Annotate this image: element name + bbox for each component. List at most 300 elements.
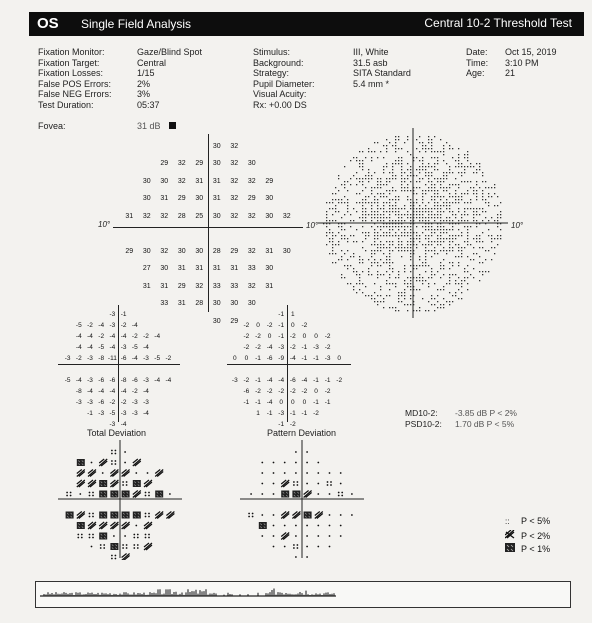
total-deviation-value: -2 bbox=[75, 355, 82, 362]
threshold-value: 30 bbox=[195, 247, 204, 255]
grayscale-dot bbox=[425, 256, 426, 257]
grayscale-dot bbox=[473, 208, 474, 209]
total-deviation-value: -2 bbox=[98, 333, 105, 340]
grayscale-dot bbox=[401, 172, 402, 173]
grayscale-dot bbox=[380, 181, 381, 182]
grayscale-dot bbox=[392, 283, 393, 284]
grayscale-dot bbox=[377, 220, 378, 221]
grayscale-dot bbox=[395, 205, 396, 206]
grayscale-dot bbox=[437, 151, 438, 152]
grayscale-dot bbox=[392, 175, 393, 176]
grayscale-dot bbox=[455, 166, 456, 167]
grayscale-dot bbox=[332, 247, 333, 248]
grayscale-dot bbox=[353, 208, 354, 209]
grayscale-dot bbox=[374, 298, 375, 299]
total-deviation-value: -4 bbox=[87, 333, 93, 340]
grayscale-dot bbox=[449, 172, 450, 173]
grayscale-dot bbox=[362, 166, 363, 167]
grayscale-dot bbox=[497, 226, 498, 227]
grayscale-dot bbox=[443, 202, 444, 203]
grayscale-dot bbox=[443, 190, 444, 191]
grayscale-dot bbox=[425, 208, 426, 209]
threshold-horizontal-axis bbox=[113, 227, 303, 228]
p2-symbol-icon bbox=[505, 530, 521, 541]
total-deviation-value: -8 bbox=[120, 377, 127, 384]
grayscale-dot bbox=[374, 250, 375, 251]
grayscale-dot bbox=[410, 199, 411, 200]
grayscale-dot bbox=[395, 196, 396, 197]
normal-symbol bbox=[261, 535, 263, 537]
grayscale-dot bbox=[380, 301, 381, 302]
grayscale-dot bbox=[449, 277, 450, 278]
grayscale-dot bbox=[440, 238, 441, 239]
pattern-deviation-value: -2 bbox=[266, 388, 273, 395]
grayscale-dot bbox=[437, 163, 438, 164]
grayscale-dot bbox=[473, 190, 474, 191]
date-value: Oct 15, 2019 bbox=[505, 47, 557, 57]
total-deviation-value: -6 bbox=[120, 355, 127, 362]
grayscale-dot bbox=[488, 235, 489, 236]
grayscale-dot bbox=[425, 265, 426, 266]
grayscale-dot bbox=[458, 187, 459, 188]
grayscale-dot bbox=[452, 274, 453, 275]
grayscale-dot bbox=[398, 220, 399, 221]
threshold-value: 29 bbox=[177, 282, 186, 290]
grayscale-dot bbox=[452, 301, 453, 302]
threshold-value: 32 bbox=[177, 160, 186, 167]
grayscale-dot bbox=[347, 268, 348, 269]
grayscale-dot bbox=[443, 205, 444, 206]
grayscale-dot bbox=[416, 277, 417, 278]
normal-symbol bbox=[295, 451, 297, 453]
grayscale-dot bbox=[401, 250, 402, 251]
normal-symbol bbox=[317, 525, 319, 527]
grayscale-right-degree: 10° bbox=[511, 221, 524, 230]
grayscale-dot bbox=[410, 238, 411, 239]
grayscale-dot bbox=[368, 172, 369, 173]
grayscale-dot bbox=[482, 271, 483, 272]
grayscale-dot bbox=[410, 295, 411, 296]
p1-symbol bbox=[110, 543, 118, 550]
grayscale-dot bbox=[446, 172, 447, 173]
grayscale-dot bbox=[416, 238, 417, 239]
grayscale-dot bbox=[338, 202, 339, 203]
grayscale-dot bbox=[371, 187, 372, 188]
grayscale-dot bbox=[389, 265, 390, 266]
grayscale-dot bbox=[326, 235, 327, 236]
grayscale-dot bbox=[458, 247, 459, 248]
grayscale-dot bbox=[419, 181, 420, 182]
p2-symbol bbox=[110, 470, 118, 477]
grayscale-dot bbox=[380, 184, 381, 185]
grayscale-dot bbox=[446, 253, 447, 254]
grayscale-dot bbox=[368, 274, 369, 275]
normal-symbol bbox=[91, 462, 93, 464]
grayscale-dot bbox=[389, 241, 390, 242]
grayscale-dot bbox=[380, 193, 381, 194]
gaze-tracker-strip bbox=[35, 581, 571, 608]
grayscale-dot bbox=[422, 277, 423, 278]
grayscale-dot bbox=[431, 175, 432, 176]
grayscale-dot bbox=[455, 196, 456, 197]
grayscale-dot bbox=[458, 265, 459, 266]
grayscale-dot bbox=[365, 250, 366, 251]
grayscale-dot bbox=[374, 292, 375, 293]
grayscale-dot bbox=[398, 244, 399, 245]
total-deviation-value: -3 bbox=[109, 311, 116, 318]
grayscale-dot bbox=[434, 187, 435, 188]
grayscale-dot bbox=[416, 208, 417, 209]
grayscale-dot bbox=[425, 250, 426, 251]
grayscale-dot bbox=[371, 265, 372, 266]
threshold-value: 30 bbox=[265, 265, 274, 272]
grayscale-dot bbox=[467, 220, 468, 221]
grayscale-dot bbox=[458, 157, 459, 158]
grayscale-dot bbox=[434, 151, 435, 152]
grayscale-dot bbox=[419, 241, 420, 242]
grayscale-dot bbox=[431, 172, 432, 173]
grayscale-dot bbox=[497, 196, 498, 197]
grayscale-dot bbox=[482, 190, 483, 191]
grayscale-dot bbox=[365, 208, 366, 209]
pupil-diameter-value: 5.4 mm * bbox=[353, 78, 390, 89]
grayscale-dot bbox=[398, 301, 399, 302]
grayscale-dot bbox=[359, 262, 360, 263]
grayscale-dot bbox=[479, 166, 480, 167]
grayscale-dot bbox=[401, 169, 402, 170]
grayscale-dot bbox=[437, 295, 438, 296]
grayscale-dot bbox=[401, 226, 402, 227]
normal-symbol bbox=[79, 493, 81, 495]
grayscale-dot bbox=[497, 214, 498, 215]
grayscale-dot bbox=[404, 229, 405, 230]
grayscale-dot bbox=[467, 157, 468, 158]
grayscale-dot bbox=[404, 190, 405, 191]
p1-symbol bbox=[66, 512, 74, 519]
grayscale-dot bbox=[392, 262, 393, 263]
pattern-deviation-value: 0 bbox=[302, 333, 307, 340]
grayscale-dot bbox=[455, 244, 456, 245]
grayscale-dot bbox=[395, 136, 396, 137]
grayscale-dot bbox=[470, 166, 471, 167]
grayscale-dot bbox=[443, 232, 444, 233]
grayscale-dot bbox=[458, 277, 459, 278]
pattern-deviation-value: 1 bbox=[290, 311, 295, 318]
grayscale-dot bbox=[428, 265, 429, 266]
total-deviation-value: -2 bbox=[143, 333, 149, 340]
grayscale-dot bbox=[431, 232, 432, 233]
grayscale-dot bbox=[452, 250, 453, 251]
threshold-value: 33 bbox=[230, 282, 239, 290]
grayscale-dot bbox=[398, 163, 399, 164]
normal-symbol bbox=[250, 493, 252, 495]
grayscale-dot bbox=[395, 139, 396, 140]
grayscale-dot bbox=[431, 166, 432, 167]
grayscale-dot bbox=[335, 262, 336, 263]
grayscale-dot bbox=[479, 241, 480, 242]
normal-symbol bbox=[295, 525, 297, 527]
grayscale-dot bbox=[431, 277, 432, 278]
grayscale-dot bbox=[479, 262, 480, 263]
grayscale-dot bbox=[410, 250, 411, 251]
threshold-value: 30 bbox=[265, 195, 274, 202]
total-deviation-value: -4 bbox=[98, 322, 105, 329]
grayscale-dot bbox=[485, 187, 486, 188]
grayscale-dot bbox=[335, 235, 336, 236]
grayscale-dot bbox=[359, 163, 360, 164]
grayscale-dot bbox=[431, 139, 432, 140]
grayscale-dot bbox=[419, 280, 420, 281]
grayscale-dot bbox=[437, 169, 438, 170]
grayscale-dot bbox=[479, 169, 480, 170]
grayscale-dot bbox=[449, 208, 450, 209]
normal-symbol bbox=[306, 451, 308, 453]
pattern-deviation-value: -2 bbox=[243, 333, 250, 340]
grayscale-dot bbox=[377, 265, 378, 266]
normal-symbol bbox=[329, 535, 331, 537]
grayscale-dot bbox=[407, 151, 408, 152]
grayscale-dot bbox=[452, 214, 453, 215]
grayscale-dot bbox=[467, 229, 468, 230]
grayscale-dot bbox=[428, 166, 429, 167]
grayscale-dot bbox=[359, 166, 360, 167]
grayscale-dot bbox=[386, 241, 387, 242]
grayscale-dot bbox=[401, 181, 402, 182]
grayscale-dot bbox=[383, 253, 384, 254]
grayscale-dot bbox=[479, 187, 480, 188]
grayscale-dot bbox=[440, 226, 441, 227]
grayscale-dot bbox=[356, 241, 357, 242]
grayscale-dot bbox=[419, 259, 420, 260]
grayscale-dot bbox=[470, 274, 471, 275]
grayscale-dot bbox=[407, 250, 408, 251]
grayscale-dot bbox=[476, 163, 477, 164]
gaze-tracker-trace bbox=[36, 582, 570, 607]
grayscale-dot bbox=[422, 214, 423, 215]
grayscale-dot bbox=[437, 241, 438, 242]
grayscale-dot bbox=[497, 238, 498, 239]
grayscale-dot bbox=[467, 256, 468, 257]
p5-symbol bbox=[122, 544, 127, 549]
p2-symbol bbox=[122, 470, 130, 477]
grayscale-dot bbox=[416, 280, 417, 281]
grayscale-dot bbox=[428, 136, 429, 137]
normal-symbol bbox=[317, 472, 319, 474]
grayscale-dot bbox=[377, 184, 378, 185]
grayscale-dot bbox=[479, 247, 480, 248]
normal-symbol bbox=[306, 535, 308, 537]
grayscale-dot bbox=[356, 157, 357, 158]
grayscale-dot bbox=[476, 184, 477, 185]
grayscale-dot bbox=[416, 268, 417, 269]
grayscale-dot bbox=[425, 262, 426, 263]
grayscale-dot bbox=[422, 220, 423, 221]
grayscale-dot bbox=[398, 271, 399, 272]
grayscale-dot bbox=[449, 187, 450, 188]
grayscale-dot bbox=[458, 166, 459, 167]
stimulus-values bbox=[353, 47, 411, 89]
normal-symbol bbox=[284, 462, 286, 464]
reliability-labels bbox=[38, 47, 112, 110]
grayscale-dot bbox=[353, 253, 354, 254]
normal-symbol bbox=[273, 493, 275, 495]
grayscale-dot bbox=[434, 202, 435, 203]
grayscale-dot bbox=[452, 184, 453, 185]
grayscale-dot bbox=[347, 250, 348, 251]
grayscale-dot bbox=[434, 274, 435, 275]
grayscale-dot bbox=[470, 187, 471, 188]
p2-symbol bbox=[281, 512, 289, 519]
grayscale-dot bbox=[401, 178, 402, 179]
grayscale-dot bbox=[473, 172, 474, 173]
grayscale-dot bbox=[392, 208, 393, 209]
grayscale-dot bbox=[461, 166, 462, 167]
pattern-deviation-value: -4 bbox=[266, 377, 273, 384]
grayscale-dot bbox=[440, 214, 441, 215]
grayscale-dot bbox=[482, 175, 483, 176]
grayscale-dot bbox=[479, 271, 480, 272]
normal-symbol bbox=[273, 546, 275, 548]
pattern-deviation-value: -2 bbox=[324, 344, 331, 351]
threshold-value: 31 bbox=[265, 282, 274, 290]
threshold-value: 30 bbox=[247, 160, 256, 167]
threshold-value: 32 bbox=[177, 177, 186, 185]
grayscale-dot bbox=[416, 265, 417, 266]
grayscale-dot bbox=[461, 286, 462, 287]
grayscale-dot bbox=[335, 220, 336, 221]
grayscale-dot bbox=[374, 283, 375, 284]
grayscale-dot bbox=[398, 238, 399, 239]
grayscale-dot bbox=[407, 217, 408, 218]
grayscale-dot bbox=[401, 148, 402, 149]
grayscale-dot bbox=[404, 304, 405, 305]
grayscale-dot bbox=[428, 250, 429, 251]
grayscale-dot bbox=[353, 286, 354, 287]
grayscale-dot bbox=[335, 253, 336, 254]
grayscale-dot bbox=[380, 274, 381, 275]
grayscale-dot bbox=[332, 202, 333, 203]
age-label: Age: bbox=[466, 68, 485, 78]
grayscale-dot bbox=[347, 208, 348, 209]
legend-p2: P < 2% bbox=[505, 530, 550, 541]
grayscale-dot bbox=[422, 190, 423, 191]
grayscale-dot bbox=[395, 220, 396, 221]
grayscale-dot bbox=[440, 235, 441, 236]
grayscale-dot bbox=[353, 289, 354, 290]
grayscale-dot bbox=[338, 178, 339, 179]
pattern-deviation-value: -1 bbox=[255, 399, 261, 406]
grayscale-dot bbox=[410, 205, 411, 206]
pattern-deviation-value: -2 bbox=[255, 388, 261, 395]
total-deviation-value: -2 bbox=[131, 333, 138, 340]
pattern-deviation-value: -2 bbox=[301, 388, 308, 395]
time-value: 3:10 PM bbox=[505, 57, 539, 68]
grayscale-dot bbox=[443, 148, 444, 149]
grayscale-dot bbox=[362, 211, 363, 212]
grayscale-dot bbox=[452, 238, 453, 239]
grayscale-dot bbox=[359, 256, 360, 257]
grayscale-dot bbox=[395, 211, 396, 212]
grayscale-dot bbox=[431, 208, 432, 209]
grayscale-dot bbox=[419, 265, 420, 266]
grayscale-dot bbox=[392, 190, 393, 191]
grayscale-dot bbox=[440, 232, 441, 233]
grayscale-dot bbox=[362, 247, 363, 248]
grayscale-dot bbox=[341, 235, 342, 236]
grayscale-dot bbox=[368, 214, 369, 215]
grayscale-dot bbox=[461, 235, 462, 236]
grayscale-dot bbox=[434, 157, 435, 158]
threshold-value: 29 bbox=[247, 195, 256, 202]
grayscale-dot bbox=[425, 247, 426, 248]
grayscale-dot bbox=[464, 214, 465, 215]
grayscale-dot bbox=[431, 250, 432, 251]
threshold-value: 30 bbox=[282, 247, 291, 255]
grayscale-dot bbox=[446, 205, 447, 206]
grayscale-dot bbox=[419, 169, 420, 170]
total-deviation-value: -3 bbox=[143, 399, 149, 406]
grayscale-dot bbox=[392, 226, 393, 227]
grayscale-dot bbox=[398, 217, 399, 218]
grayscale-dot bbox=[440, 187, 441, 188]
threshold-value: 32 bbox=[282, 212, 291, 220]
grayscale-dot bbox=[350, 214, 351, 215]
grayscale-dot bbox=[464, 226, 465, 227]
grayscale-dot bbox=[371, 211, 372, 212]
grayscale-dot bbox=[431, 214, 432, 215]
grayscale-dot bbox=[362, 202, 363, 203]
md-row bbox=[405, 408, 438, 418]
grayscale-dot bbox=[422, 157, 423, 158]
grayscale-dot bbox=[458, 256, 459, 257]
grayscale-dot bbox=[407, 184, 408, 185]
grayscale-dot bbox=[485, 211, 486, 212]
grayscale-dot bbox=[482, 208, 483, 209]
pattern-deviation-value: -2 bbox=[324, 388, 331, 395]
md-value: -3.85 dB P < 2% bbox=[455, 408, 517, 418]
grayscale-dot bbox=[332, 241, 333, 242]
grayscale-dot bbox=[395, 199, 396, 200]
grayscale-dot bbox=[386, 139, 387, 140]
threshold-value: 31 bbox=[160, 282, 169, 290]
grayscale-dot bbox=[428, 277, 429, 278]
grayscale-dot bbox=[461, 196, 462, 197]
grayscale-dot bbox=[461, 253, 462, 254]
grayscale-dot bbox=[380, 295, 381, 296]
p1-symbol bbox=[99, 491, 107, 498]
legend-p1: P < 1% bbox=[505, 543, 550, 554]
grayscale-dot bbox=[380, 241, 381, 242]
grayscale-dot bbox=[401, 232, 402, 233]
threshold-value: 32 bbox=[230, 160, 239, 167]
grayscale-dot bbox=[428, 235, 429, 236]
grayscale-dot bbox=[374, 142, 375, 143]
threshold-value: 31 bbox=[177, 300, 186, 307]
grayscale-dot bbox=[392, 307, 393, 308]
grayscale-dot bbox=[395, 148, 396, 149]
grayscale-dot bbox=[425, 151, 426, 152]
grayscale-dot bbox=[386, 280, 387, 281]
grayscale-dot bbox=[452, 172, 453, 173]
grayscale-dot bbox=[338, 259, 339, 260]
normal-symbol bbox=[147, 472, 149, 474]
grayscale-dot bbox=[386, 271, 387, 272]
grayscale-dot bbox=[395, 190, 396, 191]
grayscale-dot bbox=[365, 235, 366, 236]
pattern-deviation-value: -1 bbox=[278, 311, 285, 318]
grayscale-dot bbox=[458, 289, 459, 290]
grayscale-dot bbox=[422, 163, 423, 164]
